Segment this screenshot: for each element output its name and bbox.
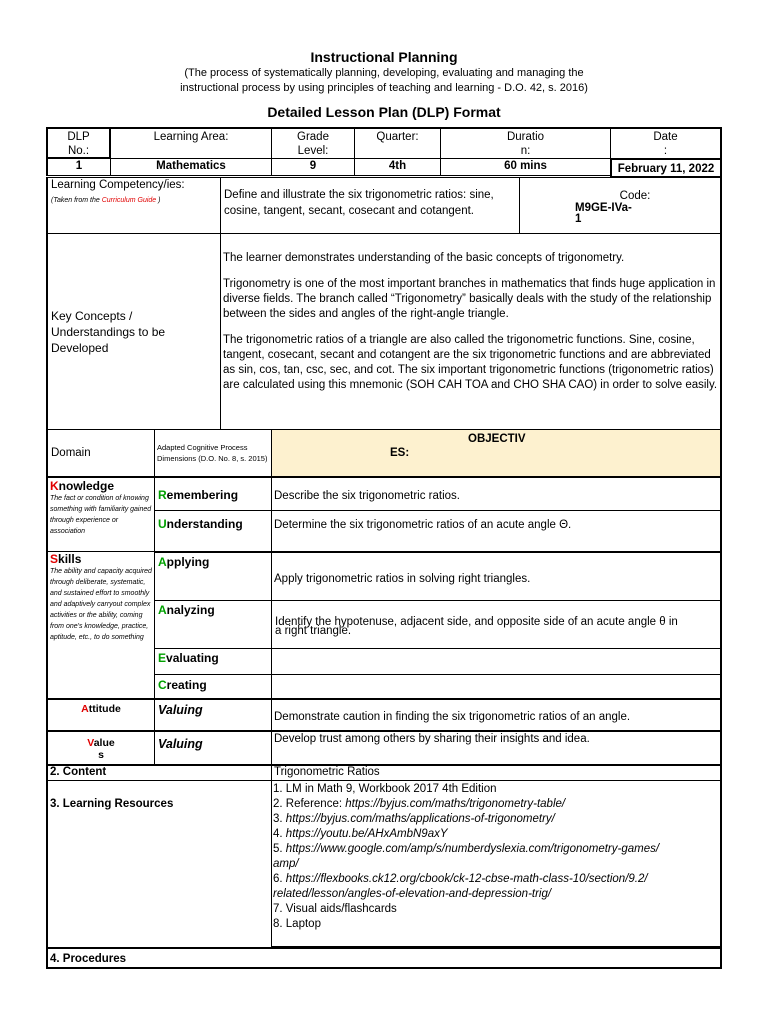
- applying-rest: pplying: [166, 555, 210, 569]
- competency-line-1: Define and illustrate the six trigonometric ratios: sine,: [224, 189, 494, 201]
- key-concept-paragraph-1: The learner demonstrates understanding of the basic concepts of trigonometry.: [223, 252, 625, 264]
- competency-text-cell: [220, 177, 520, 234]
- competency-note: [51, 195, 217, 206]
- values-process: Valuing: [154, 730, 272, 765]
- resource-5: [273, 842, 719, 857]
- skills-rest: kills: [58, 552, 82, 566]
- note-prefix: (Taken from the: [51, 197, 102, 204]
- date-label-line-1: Date: [653, 131, 678, 143]
- understanding-letter: U: [158, 517, 167, 531]
- objective-analyzing-line-1: Identify the hypotenuse, adjacent side, and opposite side of an acute angle θ in: [275, 616, 678, 628]
- content-label: 2. Content: [46, 764, 272, 781]
- skills-domain-cell: [46, 551, 155, 699]
- knowledge-rest: nowledge: [58, 479, 115, 493]
- attitude-rest: ttitude: [88, 703, 121, 715]
- process-remembering: [154, 476, 272, 511]
- resource-1: 1. LM in Math 9, Workbook 2017 4th Edition: [273, 783, 497, 795]
- objective-applying: Apply trigonometric ratios in solving right triangles.: [271, 551, 722, 601]
- resource-2-link[interactable]: https://byjus.com/maths/trigonometry-table/: [345, 798, 566, 810]
- resource-5-cont[interactable]: amp/: [273, 858, 299, 870]
- understanding-rest: nderstanding: [166, 517, 243, 531]
- date-value: February 11, 2022: [610, 158, 722, 178]
- key-concept-paragraph-2: Trigonometry is one of the most important branches in mathematics that finds huge application in diverse fields. The branch called “Trigonometry” basically deals with the study of the relationship between the sides and angles of the right-angle triangle.: [223, 278, 716, 320]
- objective-analyzing: [271, 600, 722, 649]
- competency-label: Learning Competency/ies:: [51, 179, 185, 191]
- code-line-1: M9GE-IVa-: [575, 202, 632, 214]
- resource-3-link[interactable]: https://byjus.com/maths/applications-of-trigonometry/: [285, 813, 555, 825]
- resources-label: 3. Learning Resources: [46, 780, 272, 948]
- process-evaluating: [154, 648, 272, 675]
- remembering-letter: R: [158, 488, 167, 502]
- evaluating-letter: E: [158, 651, 167, 665]
- objectives-header-line-1: OBJECTIV: [468, 433, 526, 445]
- objectives-header: [271, 429, 722, 477]
- values-line-1: [48, 737, 154, 749]
- attitude-domain-cell: [46, 698, 155, 731]
- subtitle-line-1: (The process of systematically planning, developing, evaluating and managing the: [184, 67, 584, 79]
- process-header-text: Adapted Cognitive Process Dimensions (D.O. No. 8, s. 2015): [157, 443, 268, 463]
- skills-desc: The ability and capacity acquired through deliberate, systematic, and sustained effort to smoothly and adaptively carryout complex activities or the ability, coming from one's knowledge, practice, aptitude, etc., to do something: [50, 568, 152, 641]
- dlp-label-line-1: DLP: [67, 131, 90, 143]
- evaluating-rest: valuating: [166, 651, 219, 665]
- resource-5-prefix: 5.: [273, 843, 286, 855]
- date-label: [610, 127, 722, 159]
- creating-rest: reating: [166, 678, 207, 692]
- domain-header: [46, 429, 155, 477]
- document-subtitle: [0, 66, 768, 96]
- key-concepts-label: Key Concepts / Understandings to be Developed: [51, 308, 166, 355]
- resource-4-link[interactable]: https://youtu.be/AHxAmbN9axY: [285, 828, 448, 840]
- grade-label-line-2: Level:: [297, 145, 329, 157]
- resource-3: [273, 812, 719, 827]
- competency-label-cell: [46, 177, 221, 234]
- dlp-no-label: [46, 127, 111, 159]
- resource-6-cont[interactable]: related/lesson/angles-of-elevation-and-depression-trig/: [273, 888, 552, 900]
- knowledge-letter: K: [50, 479, 59, 493]
- knowledge-title: [50, 479, 152, 493]
- objective-creating: [271, 674, 722, 699]
- grade-level-label: [271, 127, 355, 159]
- quarter-label-text: Quarter:: [376, 131, 419, 143]
- dlp-no-value: 1: [46, 158, 111, 176]
- skills-letter: S: [50, 552, 59, 566]
- subtitle-line-2: instructional process by using principles of teaching and learning - D.O. 42, s. 2016): [180, 82, 588, 94]
- objective-understanding: Determine the six trigonometric ratios of an acute angle Θ.: [271, 510, 722, 552]
- curriculum-guide-text: Curriculum Guide: [101, 197, 157, 204]
- key-concepts-label-cell: [46, 233, 221, 430]
- date-label-line-2: :: [663, 145, 668, 157]
- resource-4: [273, 827, 719, 842]
- quarter-value: 4th: [354, 158, 441, 176]
- area-label-text: Learning Area:: [153, 131, 229, 143]
- resource-7: 7. Visual aids/flashcards: [273, 903, 397, 915]
- attitude-objective: Demonstrate caution in finding the six trigonometric ratios of an angle.: [271, 698, 722, 731]
- attitude-process: Valuing: [154, 698, 272, 731]
- creating-letter: C: [158, 678, 167, 692]
- resource-3-prefix: 3.: [273, 813, 286, 825]
- analyzing-letter: A: [158, 603, 167, 617]
- resource-2: [273, 797, 719, 812]
- resources-list: [271, 780, 722, 948]
- duration-label-line-2: n:: [520, 145, 531, 157]
- code-line-2: 1: [575, 213, 582, 225]
- learning-area-value: Mathematics: [110, 158, 272, 176]
- resource-6-prefix: 6.: [273, 873, 286, 885]
- dlp-label-line-2: No.:: [67, 145, 90, 157]
- grade-label-line-1: Grade: [297, 131, 329, 143]
- duration-label-line-1: Duratio: [506, 131, 545, 143]
- applying-letter: A: [158, 555, 167, 569]
- values-domain-cell: [46, 730, 155, 765]
- grade-level-value: 9: [271, 158, 355, 176]
- resource-6: [273, 872, 719, 887]
- learning-area-label: [110, 127, 272, 159]
- code-cell: [519, 177, 722, 234]
- attitude-letter: A: [81, 703, 89, 715]
- process-understanding: [154, 510, 272, 552]
- resource-2-prefix: 2. Reference:: [273, 798, 346, 810]
- remembering-rest: emembering: [166, 488, 239, 502]
- content-value: Trigonometric Ratios: [271, 764, 722, 781]
- code-label: Code:: [619, 190, 651, 202]
- process-analyzing: [154, 600, 272, 649]
- competency-line-2: cosine, tangent, secant, cosecant and cotangent.: [224, 205, 474, 217]
- resource-4-prefix: 4.: [273, 828, 286, 840]
- process-header: [154, 429, 272, 477]
- objective-remembering: Describe the six trigonometric ratios.: [271, 476, 722, 511]
- objective-evaluating: [271, 648, 722, 675]
- key-concept-paragraph-3: The trigonometric ratios of a triangle are also called the trigonometric functions. Sine, cosine, tangent, cosecant, secant and cotangent are the six trigonometric functions and are abbreviated as sin, cos, tan, csc, sec, and cot. The six important trigonometric functions (trigonometric ratios) are calculated using this mnemonic (SOH CAH TOA and CHO SHA CAO) in order to solve easily.: [223, 334, 718, 391]
- process-applying: [154, 551, 272, 601]
- values-line-2: s: [98, 749, 104, 761]
- values-objective: Develop trust among others by sharing their insights and idea.: [271, 730, 722, 765]
- note-suffix: ): [156, 197, 161, 204]
- values-rest-1: alue: [93, 737, 115, 749]
- knowledge-desc: The fact or condition of knowing something with familiarity gained through experience or association: [50, 495, 152, 535]
- domain-header-text: Domain: [51, 447, 91, 459]
- format-title: Detailed Lesson Plan (DLP) Format: [267, 104, 501, 120]
- objective-analyzing-line-2: a right triangle.: [275, 625, 352, 637]
- analyzing-rest: nalyzing: [166, 603, 215, 617]
- resource-6-link[interactable]: https://flexbooks.ck12.org/cbook/ck-12-cbse-math-class-10/section/9.2/: [285, 873, 648, 885]
- resource-8: 8. Laptop: [273, 918, 321, 930]
- duration-label: [440, 127, 611, 159]
- skills-title: [50, 552, 152, 566]
- process-creating: [154, 674, 272, 699]
- document-title: Instructional Planning: [310, 49, 458, 65]
- duration-value: 60 mins: [440, 158, 611, 176]
- key-concepts-text-cell: [220, 233, 722, 430]
- knowledge-domain-cell: [46, 476, 155, 552]
- objectives-header-line-2: ES:: [390, 447, 410, 459]
- procedures-label: 4. Procedures: [46, 947, 722, 969]
- resource-5-link[interactable]: https://www.google.com/amp/s/numberdyslexia.com/trigonometry-games/: [285, 843, 660, 855]
- quarter-label: [354, 127, 441, 159]
- values-letter: V: [87, 737, 94, 749]
